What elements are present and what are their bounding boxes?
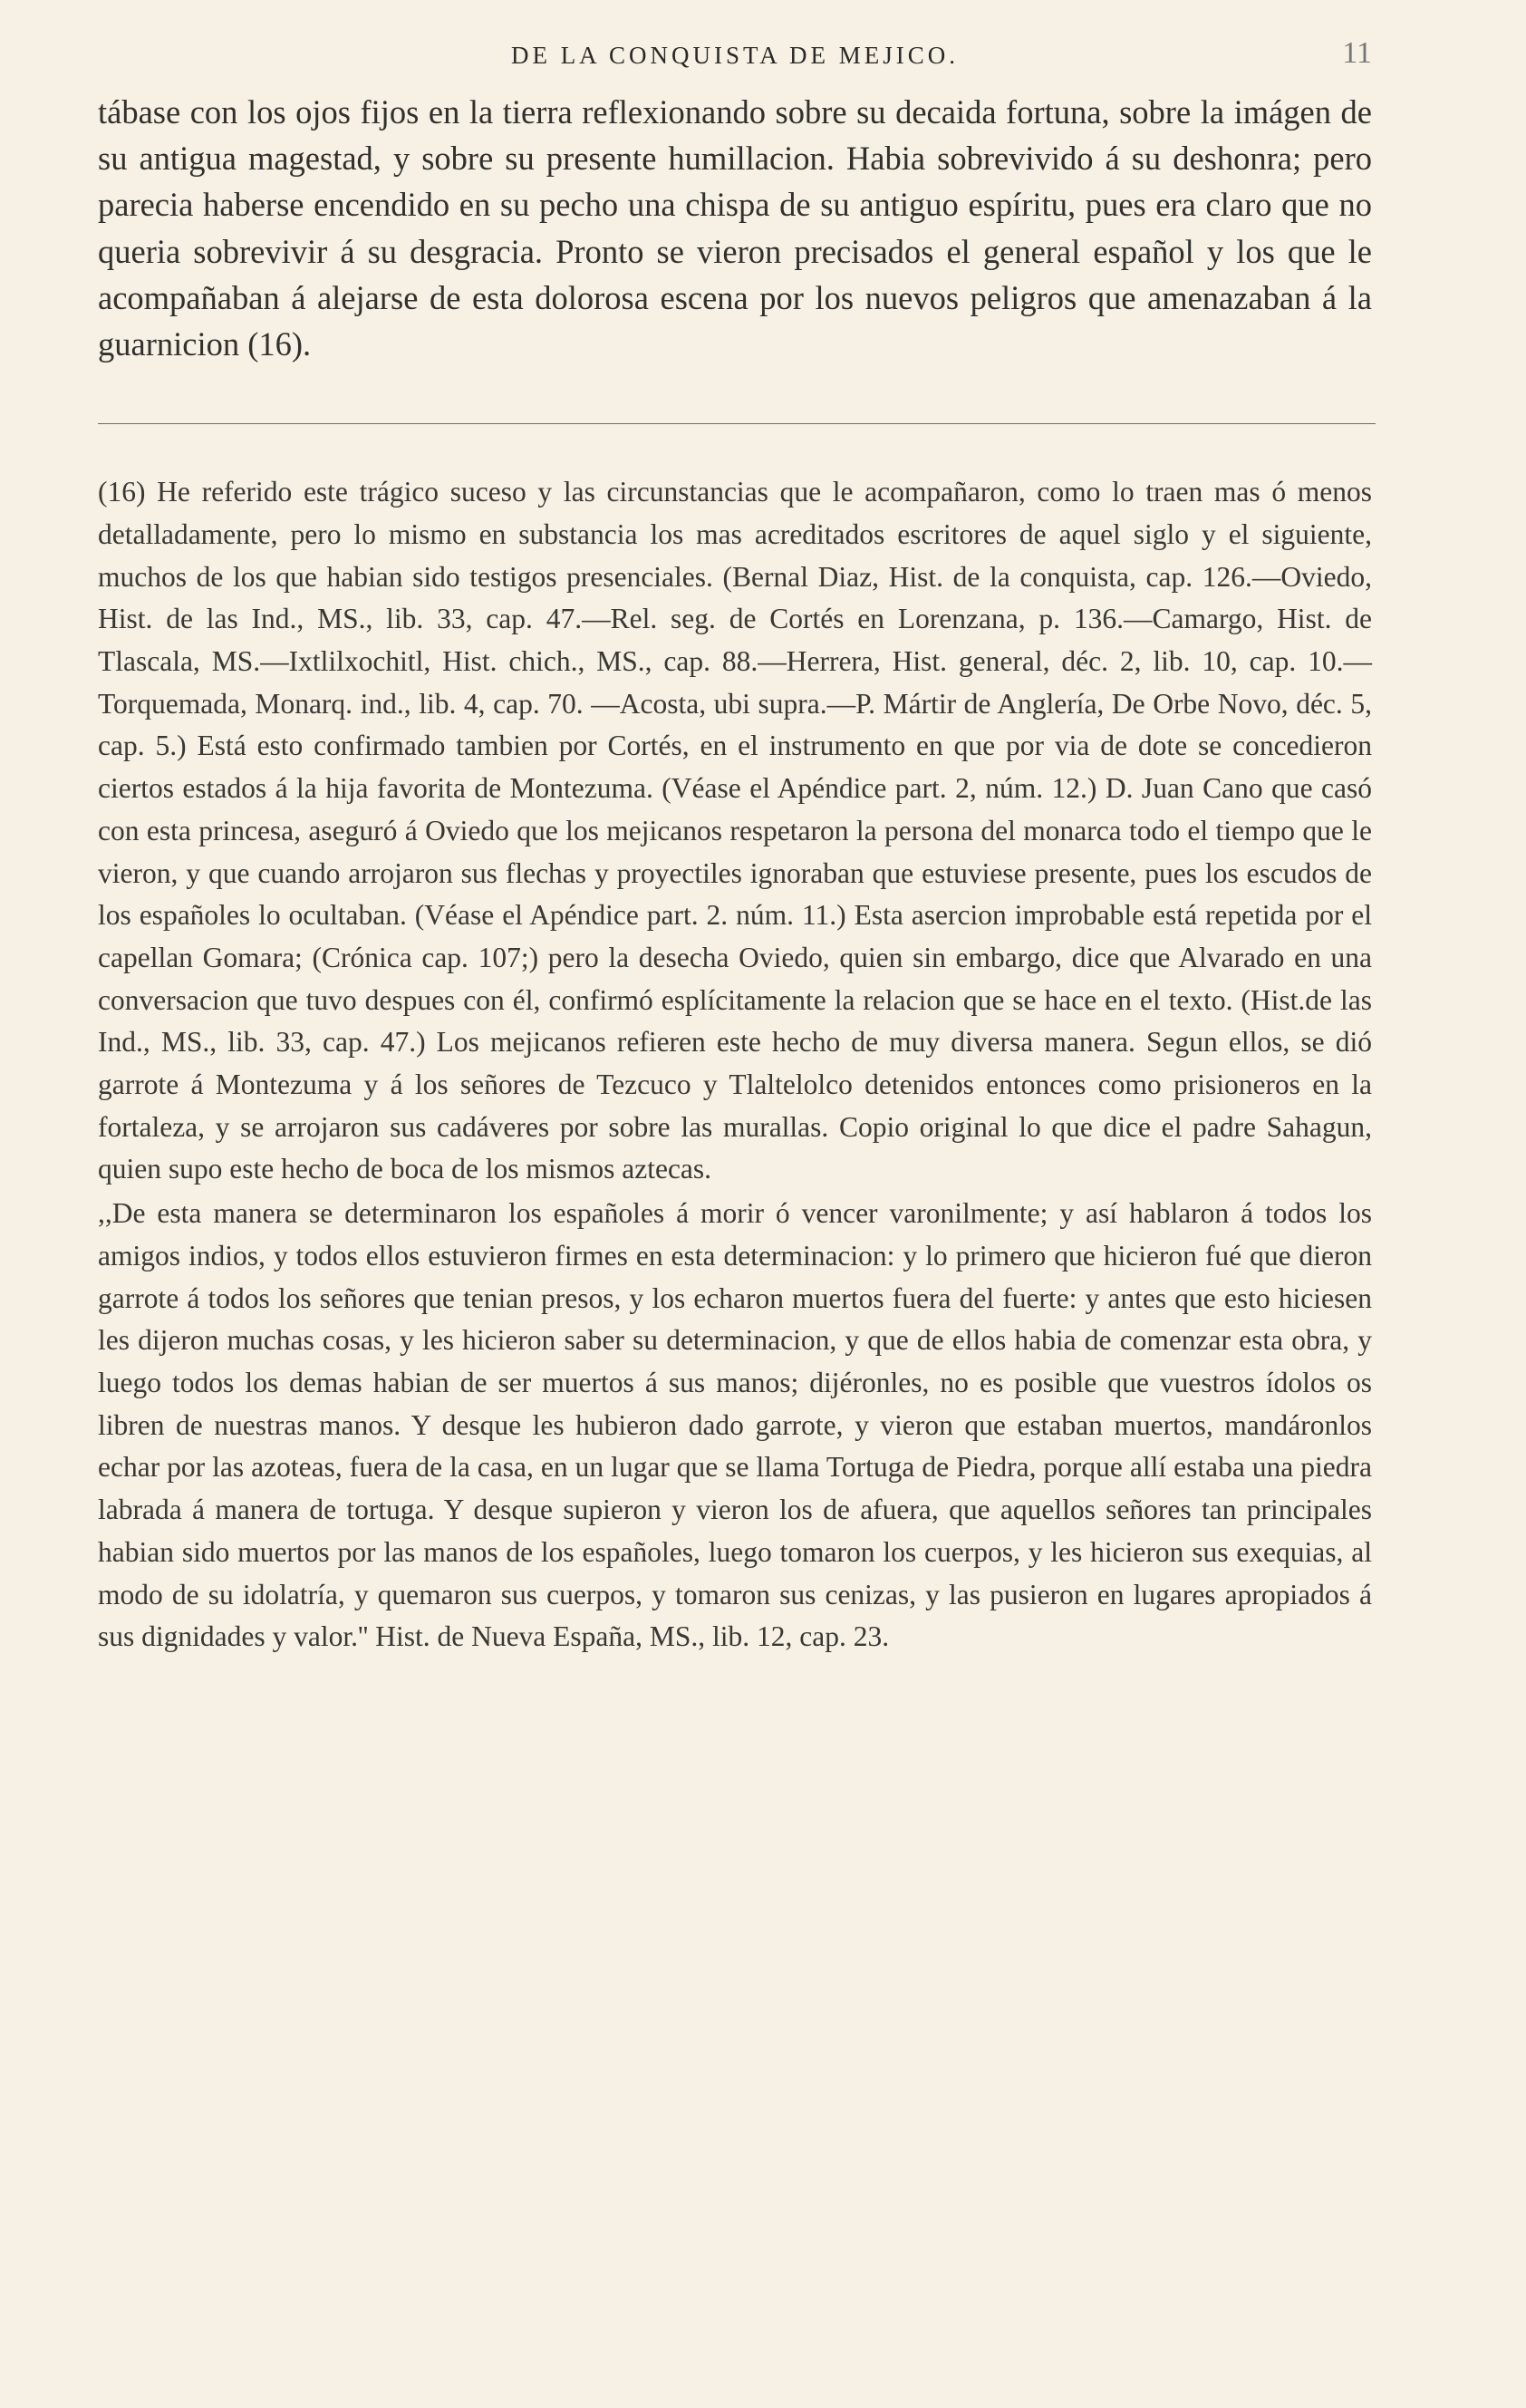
footnote-16: (16) He referido este trágico suceso y las circunstancias que le acompañaron, como lo traen mas ó menos detalladamente, pero lo mismo en substancia los mas acreditados escritores de aquel siglo y el siguiente, muchos de los que habian sido testigos presenciales. (Bernal Diaz, Hist. de la conquista, cap. 126.—Oviedo, Hist. de las Ind., MS., lib. 33, cap. 47.—Rel. seg. de Cortés en Lorenzana, p. 136.—Camargo, Hist. de Tlascala, MS.—Ixtlilxochitl, Hist. chich., MS., cap. 88.—Herrera, Hist. general, déc. 2, lib. 10, cap. 10.—Torquemada, Monarq. ind., lib. 4, cap. 70. —Acosta, ubi supra.—P. Mártir de Anglería, De Orbe Novo, déc. 5, cap. 5.) Está esto confirmado tambien por Cortés, en el instrumento en que por via de dote se concedieron ciertos estados á la hija favorita de Montezuma. (Véase el Apéndice part. 2, núm. 12.) D. Juan Cano que casó con esta princesa, aseguró á Oviedo que los mejicanos respetaron la persona del monarca todo el tiempo que le vieron, y que cuando arrojaron sus flechas y proyectiles ignoraban que estuviese presente, pues los escudos de los españoles lo ocultaban. (Véase el Apéndice part. 2. núm. 11.) Esta asercion improbable está repetida por el capellan Gomara; (Crónica cap. 107;) pero la desecha Oviedo, quien sin embargo, dice que Alvarado en una conversacion que tuvo despues con él, confirmó esplícitamente la relacion que se hace en el texto. (Hist.de las Ind., MS., lib. 33, cap. 47.) Los mejicanos refieren este hecho de muy diversa manera. Segun ellos, se dió garrote á Montezuma y á los señores de Tezcuco y Tlaltelolco detenidos entonces como prisioneros en la fortaleza, y se arrojaron sus cadáveres por sobre las murallas. Copio original lo que dice el padre Sahagun, quien supo este hecho de boca de los mismos aztecas. [98,476,1372,1185]
main-paragraph: tábase con los ojos fijos en la tierra reflexionando sobre su decaida fortuna, sobre la imágen de su antigua magestad, y sobre su presente humillacion. Habia sobrevivido á su deshonra; pero parecia haberse encendido en su pecho una chispa de su antiguo espíritu, pues era claro que no queria sobrevivir á su desgracia. Pronto se vieron precisados el general español y los que le acompañaban á alejarse de esta dolorosa escena por los nuevos peligros que amenazaban á la guarnicion (16). [98,93,1372,363]
footnote-divider [98,423,1376,424]
book-page [98,34,1372,2355]
footnote-quotation: ,,De esta manera se determinaron los españoles á morir ó vencer varonilmente; y así hablaron á todos los amigos indios, y todos ellos estuvieron firmes en esta determinacion: y lo primero que hicieron fué que dieron garrote á todos los señores que tenian presos, y los echaron muertos fuera del fuerte: y antes que esto hiciesen les dijeron muchas cosas, y les hicieron saber su determinacion, y que de ellos habia de comenzar esta obra, y luego todos los demas habian de ser muertos á sus manos; dijéronles, no es posible que vuestros ídolos os libren de nuestras manos. Y desque les hubieron dado garrote, y vieron que estaban muertos, mandáronlos echar por las azoteas, fuera de la casa, en un lugar que se llama Tortuga de Piedra, porque allí estaba una piedra labrada á manera de tortuga. Y desque supieron y vieron los de afuera, que aquellos señores tan principales habian sido muertos por las manos de los españoles, luego tomaron los cuerpos, y les hicieron sus exequias, al modo de su idolatría, y quemaron sus cuerpos, y tomaron sus cenizas, y las pusieron en lugares apropiados á sus dignidades y valor.'' Hist. de Nueva España, MS., lib. 12, cap. 23. [98,1197,1372,1653]
running-head [98,34,1372,82]
running-title: DE LA CONQUISTA DE MEJICO. [510,42,960,69]
page-number: 11 [1342,36,1372,70]
